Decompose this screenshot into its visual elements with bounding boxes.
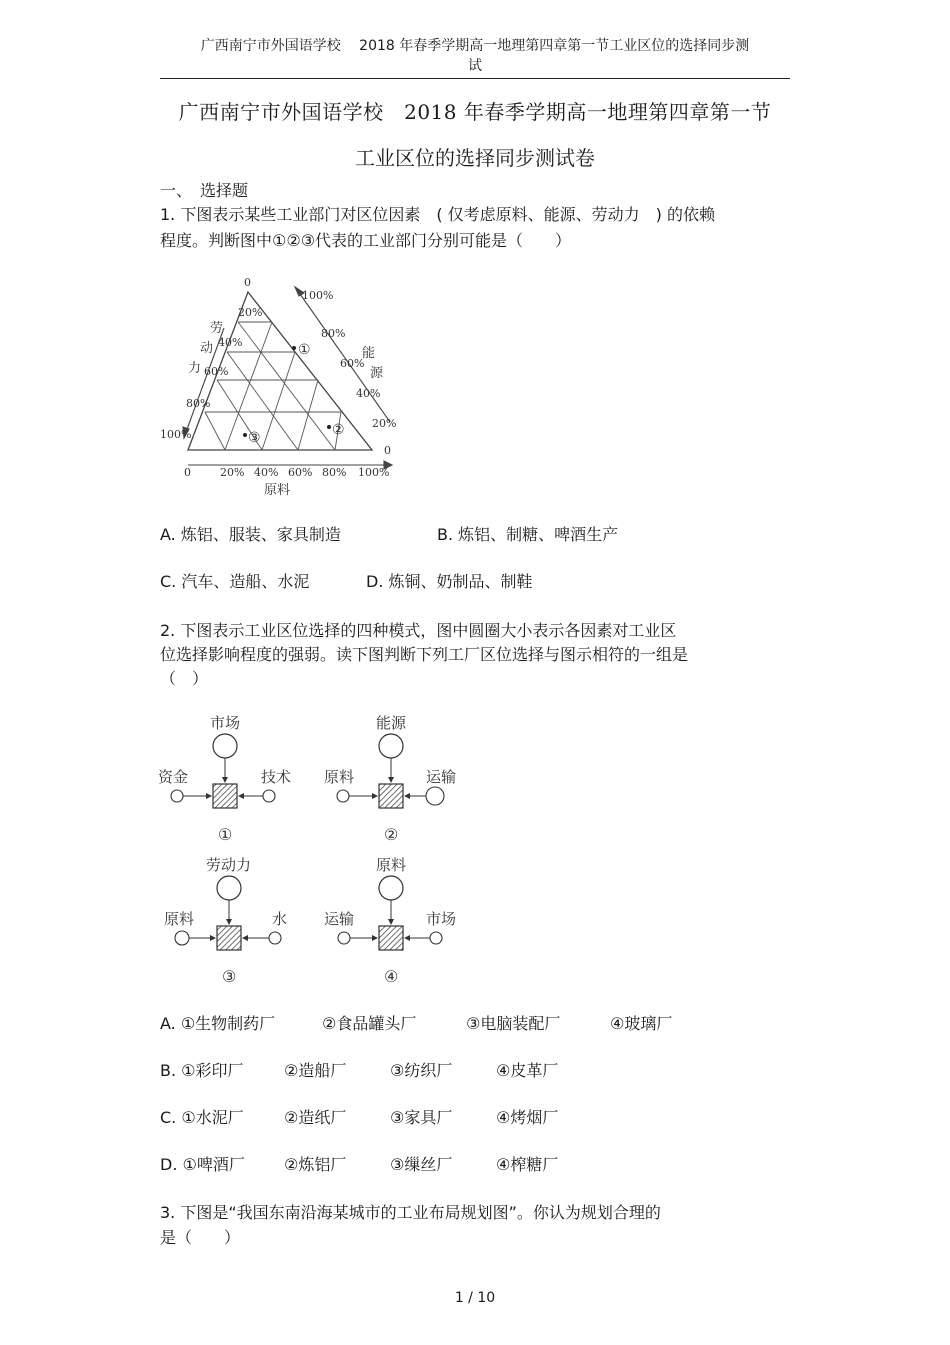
document-title-line2: 工业区位的选择同步测试卷 [355, 146, 595, 170]
q2-model-4-num: ④ [384, 967, 399, 986]
q1-stem-line1: 1. 下图表示某些工业部门对区位因素 ( 仅考虑原料、能源、劳动力 ) 的依赖 [160, 205, 716, 224]
q1-point-2: ② [332, 422, 345, 438]
q1-bottom-tick: 60% [288, 466, 313, 479]
q1-bottom-tick: 100% [358, 466, 390, 479]
q2-model-2-left: 原料 [324, 768, 355, 786]
running-header-line2: 试 [468, 58, 482, 74]
q2-model-1-num: ① [218, 825, 233, 844]
q2-option-d-item: ②炼铝厂 [284, 1155, 347, 1174]
page-number: 1 / 10 [454, 1290, 496, 1306]
q2-option-a-item: ②食品罐头厂 [322, 1014, 417, 1033]
q1-left-tick: 20% [238, 306, 263, 319]
q1-right-tick: 40% [356, 387, 381, 400]
q2-option-a-item: ④玻璃厂 [610, 1014, 673, 1033]
q2-stem-line3: （ ） [160, 669, 209, 688]
q2-model-2-num: ② [384, 825, 399, 844]
q2-stem-line2: 位选择影响程度的强弱。读下图判断下列工厂区位选择与图示相符的一组是 [160, 645, 689, 664]
q2-location-models-diagram [158, 706, 468, 996]
q1-ternary-diagram [158, 272, 398, 502]
q2-model-1-right: 技术 [261, 768, 292, 786]
q1-left-axis-title: 力 [188, 361, 202, 376]
q2-model-1-left: 资金 [158, 768, 189, 786]
q3-stem-line2: 是（ ） [160, 1228, 241, 1247]
q1-right-tick: 80% [321, 327, 346, 340]
q1-bottom-tick: 80% [322, 466, 347, 479]
q1-left-tick: 60% [204, 365, 229, 378]
q2-model-2-right: 运输 [426, 768, 457, 786]
q1-left-tick: 80% [186, 397, 211, 410]
q2-option-c-item: ②造纸厂 [284, 1108, 347, 1127]
q2-option-d-item: ③缫丝厂 [390, 1155, 453, 1174]
q2-option-b-item: B. ①彩印厂 [160, 1061, 244, 1080]
running-header [160, 36, 790, 76]
q2-option-d-item: D. ①啤酒厂 [160, 1155, 245, 1174]
q1-option-b[interactable]: B. 炼铝、制糖、啤酒生产 [437, 525, 619, 544]
q2-option-c-item: ④烤烟厂 [496, 1108, 559, 1127]
q2-option-a-item: A. ①生物制药厂 [160, 1014, 276, 1033]
q1-bottom-tick: 0 [184, 466, 191, 479]
q1-point-1: ① [298, 342, 311, 358]
q1-right-tick: 0 [384, 444, 391, 457]
q1-option-d[interactable]: D. 炼铜、奶制品、制鞋 [366, 572, 533, 591]
q1-apex-label: 0 [244, 276, 251, 289]
q2-model-3-left: 原料 [164, 910, 195, 928]
q2-option-c-item: C. ①水泥厂 [160, 1108, 244, 1127]
q3-stem-line1: 3. 下图是“我国东南沿海某城市的工业布局规划图”。你认为规划合理的 [160, 1203, 661, 1222]
q1-right-tick: 60% [340, 357, 365, 370]
q2-model-4-right: 市场 [426, 910, 457, 928]
q2-model-3 [164, 856, 287, 986]
q2-option-d-item: ④榨糖厂 [496, 1155, 559, 1174]
q1-option-c[interactable]: C. 汽车、造船、水泥 [160, 572, 310, 591]
q1-left-axis-title: 动 [200, 341, 214, 356]
q2-model-4-left: 运输 [324, 910, 355, 928]
q1-right-axis-title: 能 [362, 346, 376, 361]
q1-left-axis-title: 劳 [210, 321, 224, 336]
q2-option-b-item: ④皮革厂 [496, 1061, 559, 1080]
q1-point-3: ③ [248, 430, 261, 446]
q1-left-tick: 40% [218, 336, 243, 349]
q1-right-tick: 100% [302, 289, 334, 302]
q1-left-tick: 100% [160, 428, 192, 441]
q2-option-c-item: ③家具厂 [390, 1108, 453, 1127]
running-header-line1: 广西南宁市外国语学校 2018 年春季学期高一地理第四章第一节工业区位的选择同步测 [200, 38, 750, 54]
q1-bottom-axis-title: 原料 [264, 483, 291, 498]
q1-option-a[interactable]: A. 炼铝、服装、家具制造 [160, 525, 341, 544]
q2-model-2 [324, 714, 456, 844]
section-heading: 一、 选择题 [160, 181, 249, 200]
q2-stem-line1: 2. 下图表示工业区位选择的四种模式，图中圆圈大小表示各因素对工业区 [160, 621, 677, 640]
q1-stem-line2: 程度。判断图中①②③代表的工业部门分别可能是（ ） [160, 231, 572, 250]
document-title-line1: 广西南宁市外国语学校 2018 年春季学期高一地理第四章第一节 [178, 100, 772, 124]
q2-model-4-top: 原料 [376, 856, 407, 874]
q2-model-1-top: 市场 [210, 714, 241, 732]
q2-model-3-top: 劳动力 [206, 856, 252, 874]
q1-bottom-tick: 40% [254, 466, 279, 479]
q1-right-axis-title: 源 [370, 366, 384, 381]
q2-option-b-item: ②造船厂 [284, 1061, 347, 1080]
q2-option-a-item: ③电脑装配厂 [466, 1014, 561, 1033]
q2-model-3-right: 水 [272, 910, 288, 928]
q1-bottom-tick: 20% [220, 466, 245, 479]
q2-model-1 [158, 714, 291, 844]
q2-model-3-num: ③ [222, 967, 237, 986]
header-rule [160, 78, 790, 79]
q1-right-tick: 20% [372, 417, 397, 430]
q2-model-2-top: 能源 [376, 714, 407, 732]
q2-option-b-item: ③纺织厂 [390, 1061, 453, 1080]
q2-model-4 [324, 856, 456, 986]
